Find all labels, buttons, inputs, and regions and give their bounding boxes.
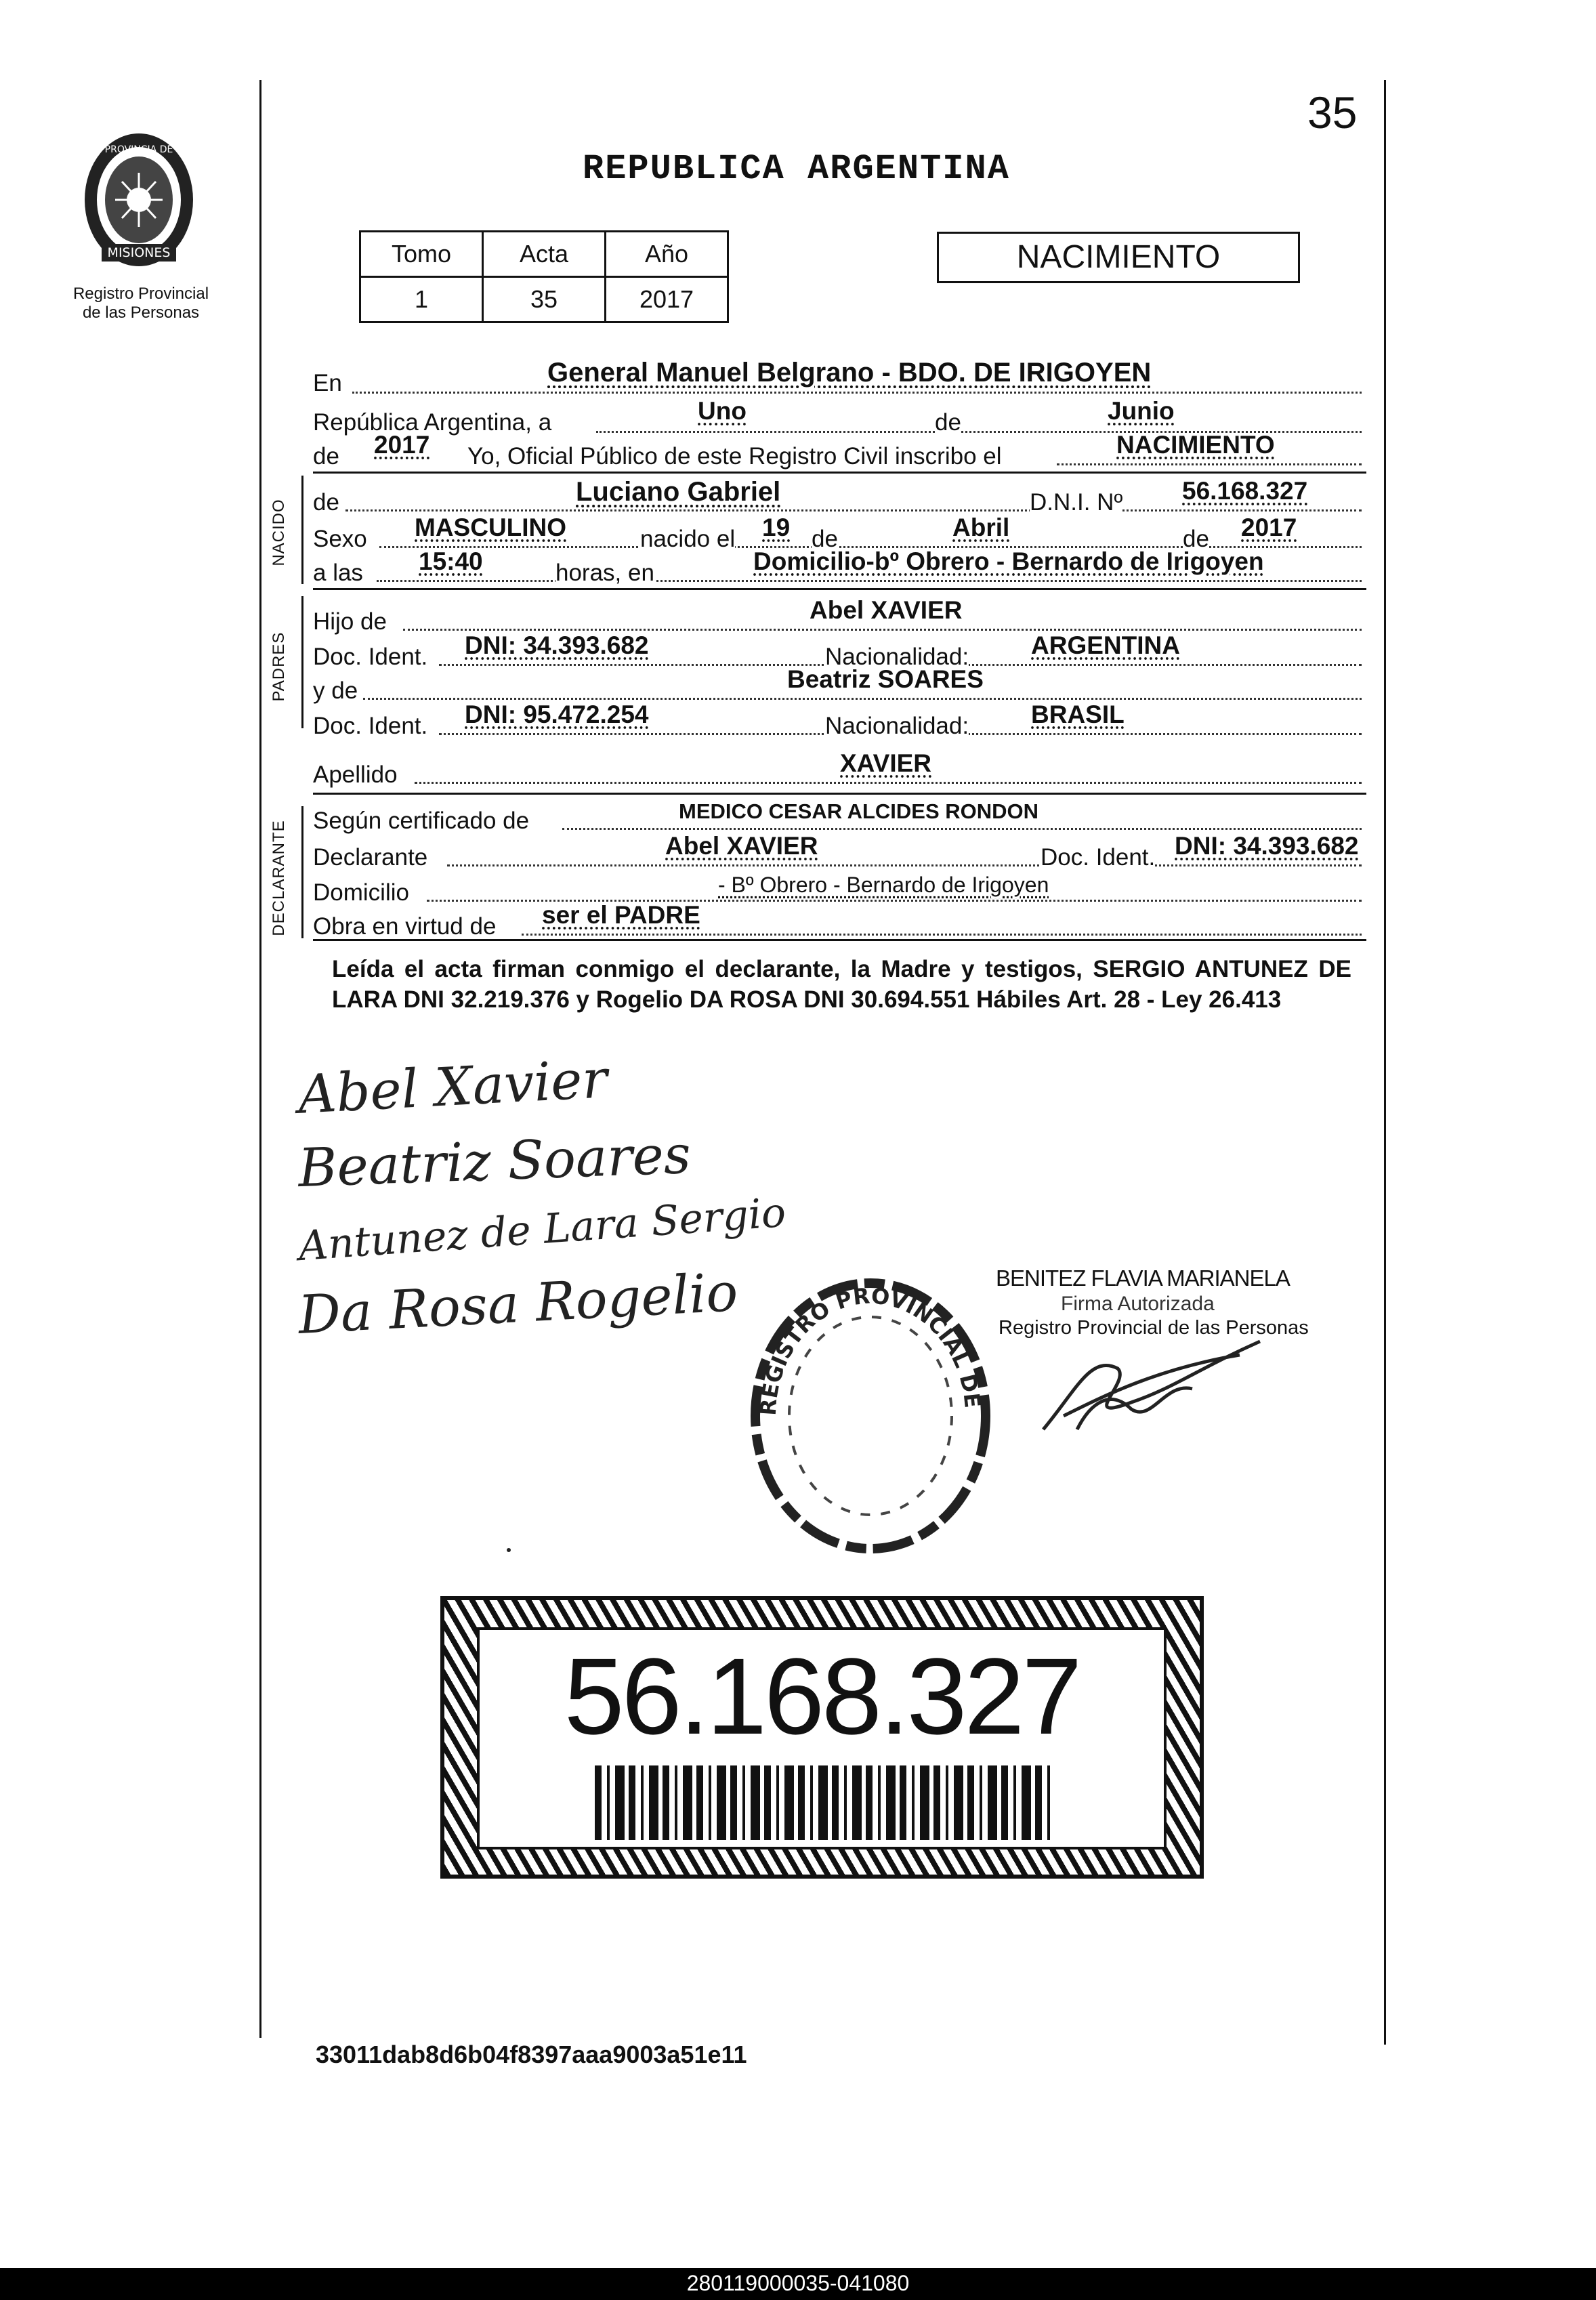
declarante-doc-value: DNI: 34.393.682: [1175, 832, 1359, 860]
sticker-number: 56.168.327: [564, 1635, 1080, 1757]
document-hash: 33011dab8d6b04f8397aaa9003a51e11: [316, 2041, 747, 2068]
left-margin-line: [259, 80, 261, 2038]
signature-mother: Beatriz Soares: [297, 1124, 692, 1200]
birth-de-label: de: [812, 526, 838, 552]
nacido-de-label: de: [313, 489, 339, 516]
cert-label: Según certificado de: [313, 808, 530, 834]
mother-name-value: Beatriz SOARES: [787, 665, 984, 693]
declarante-rule: [313, 939, 1366, 941]
father-nat-label: Nacionalidad:: [825, 644, 969, 670]
obra-dots: [522, 934, 1362, 936]
seal-provincia-text: PROVINCIA DE: [104, 144, 173, 155]
registry-stamp: [742, 1274, 999, 1558]
padres-bracket: [301, 596, 303, 728]
ano-value: 2017: [606, 277, 728, 322]
official-org: Registro Provincial de las Personas: [999, 1317, 1309, 1339]
republica-label: República Argentina, a: [313, 409, 552, 436]
mother-nat-value: BRASIL: [1031, 701, 1125, 728]
horas-en-label: horas, en: [555, 560, 654, 586]
birth-de2-label: de: [1183, 526, 1209, 552]
obra-label: Obra en virtud de: [313, 913, 497, 940]
padres-section-label: PADRES: [270, 631, 288, 702]
sticker-inner-panel: [477, 1627, 1167, 1849]
dni-barcode-sticker: [440, 1596, 1204, 1879]
father-dots: [403, 629, 1362, 631]
province-seal-logo: [75, 129, 203, 285]
tomo-acta-table: [359, 230, 729, 323]
domicilio-value: - Bº Obrero - Bernardo de Irigoyen: [718, 873, 1049, 897]
signature-witness-2: Da Rosa Rogelio: [297, 1262, 740, 1346]
child-name-value: Luciano Gabriel: [576, 477, 781, 507]
record-type-label: NACIMIENTO: [1016, 239, 1221, 275]
officer-text: Yo, Oficial Público de este Registro Civil inscribo el: [467, 443, 1002, 469]
mother-doc-value: DNI: 95.472.254: [465, 701, 649, 728]
barcode: [595, 1765, 1055, 1840]
ano-header: Año: [606, 232, 728, 277]
official-name: BENITEZ FLAVIA MARIANELA: [996, 1266, 1290, 1291]
day-value: Uno: [698, 397, 747, 425]
father-name-value: Abel XAVIER: [810, 596, 963, 624]
sexo-label: Sexo: [313, 526, 367, 552]
time-dots: [377, 580, 1362, 582]
child-dni-value: 56.168.327: [1182, 477, 1308, 505]
father-nat-value: ARGENTINA: [1031, 631, 1180, 659]
apellido-dots: [415, 782, 1362, 784]
declarante-bracket: [301, 806, 303, 938]
mother-nat-label: Nacionalidad:: [825, 713, 969, 739]
declarante-value: Abel XAVIER: [665, 832, 818, 860]
mother-doc-label: Doc. Ident.: [313, 713, 428, 739]
sexo-value: MASCULINO: [415, 514, 567, 541]
declarante-section-label: DECLARANTE: [270, 820, 288, 936]
footer-code: 280119000035-041080: [686, 2271, 910, 2295]
acta-value: 35: [483, 277, 606, 322]
father-doc-value: DNI: 34.393.682: [465, 631, 649, 659]
acta-header: Acta: [483, 232, 606, 277]
de-year-label: de: [313, 443, 339, 469]
apellido-value: XAVIER: [840, 749, 932, 777]
hijo-de-label: Hijo de: [313, 608, 387, 635]
registry-label-line1: Registro Provincial: [72, 285, 209, 303]
nacido-rule: [313, 588, 1366, 590]
intro-rule: [313, 472, 1366, 474]
nacido-section-label: NACIDO: [270, 499, 288, 566]
record-dots: [1057, 463, 1362, 465]
seal-misiones-text: MISIONES: [107, 245, 171, 260]
month-value: Junio: [1108, 397, 1175, 425]
stamp-text: REGISTRO PROVINCIAL DE: [755, 1282, 986, 1417]
apellido-rule: [313, 793, 1366, 795]
svg-text:REGISTRO PROVINCIAL DE LAS PER: [742, 1274, 986, 1417]
birth-place-value: Domicilio-bº Obrero - Bernardo de Irigoyen: [753, 547, 1264, 575]
birth-day-value: 19: [762, 514, 791, 541]
tomo-value: 1: [360, 277, 483, 322]
father-doc-label: Doc. Ident.: [313, 644, 428, 670]
right-margin-line: [1384, 80, 1386, 2045]
signature-witness-1: Antunez de Lara Sergio: [297, 1188, 788, 1271]
record-value: NACIMIENTO: [1116, 431, 1275, 459]
stray-mark: [507, 1548, 511, 1552]
nacido-el-label: nacido el: [640, 526, 736, 552]
en-label: En: [313, 370, 342, 396]
domicilio-label: Domicilio: [313, 879, 409, 906]
dni-label: D.N.I. Nº: [1030, 489, 1123, 516]
a-las-label: a las: [313, 560, 363, 586]
mother-dots: [363, 698, 1362, 700]
cert-dots: [562, 828, 1362, 830]
registry-label-line2: de las Personas: [82, 304, 200, 322]
y-de-label: y de: [313, 677, 358, 704]
footer-bar: [0, 2268, 1596, 2300]
country-title: REPUBLICA ARGENTINA: [583, 149, 1010, 189]
page-number: 35: [1307, 87, 1358, 138]
tomo-header: Tomo: [360, 232, 483, 277]
time-value: 15:40: [419, 547, 483, 575]
apellido-label: Apellido: [313, 761, 398, 788]
place-value: General Manuel Belgrano - BDO. DE IRIGOYEN: [547, 358, 1152, 388]
declarante-doc-label: Doc. Ident.: [1041, 844, 1156, 871]
en-dots: [352, 392, 1362, 394]
birth-month-value: Abril: [952, 514, 1010, 541]
signature-declarante: Abel Xavier: [296, 1049, 609, 1126]
official-title: Firma Autorizada: [1061, 1293, 1215, 1315]
de-month-label: de: [935, 409, 961, 436]
closing-text: Leída el acta firman conmigo el declarante, la Madre y testigos, SERGIO ANTUNEZ DE LARA DNI 32.219.376 y Rogelio DA ROSA DNI 30.694.551 Hábiles Art. 28 - Ley 26.413: [332, 956, 1351, 1013]
nacido-bracket: [301, 476, 303, 584]
declarante-label: Declarante: [313, 844, 428, 871]
birth-year-value: 2017: [1241, 514, 1297, 541]
record-type-box: [937, 232, 1300, 283]
obra-value: ser el PADRE: [542, 901, 700, 929]
official-signature-scribble: [1036, 1328, 1280, 1443]
year-value: 2017: [374, 431, 430, 459]
declarante-dots: [447, 864, 1362, 866]
nacido-name-dots: [345, 509, 1362, 511]
cert-value: MEDICO CESAR ALCIDES RONDON: [679, 799, 1039, 823]
